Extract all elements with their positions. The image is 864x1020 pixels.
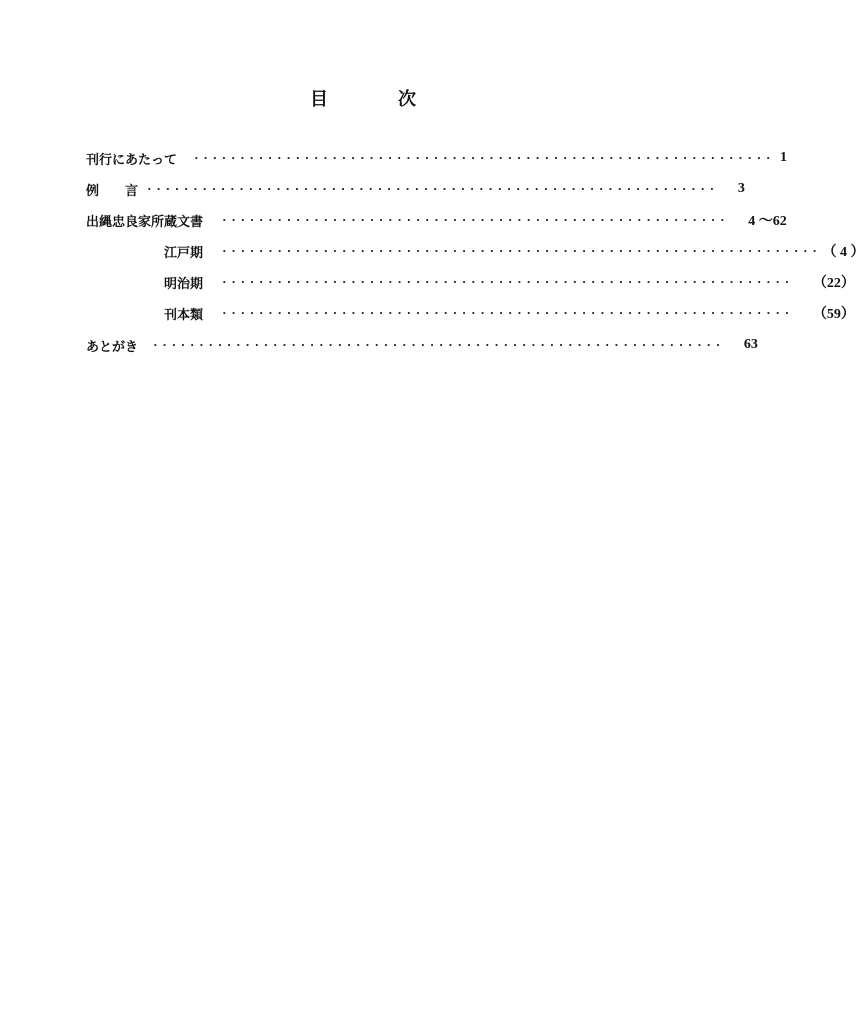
page-title <box>0 85 720 115</box>
toc-leader-dots: ······························································ <box>152 338 724 352</box>
toc-entry-label: 刊本類 <box>164 307 204 323</box>
toc-entry-label: あとがき <box>86 339 139 355</box>
toc-entry-page: （22） <box>812 276 855 291</box>
toc-subentry-kanpon <box>164 302 855 324</box>
toc-entry-monjo <box>86 209 787 231</box>
toc-entry-kanko <box>86 147 788 169</box>
title-char-1: 目 <box>310 89 328 110</box>
toc-entry-label: 明治期 <box>164 276 204 292</box>
toc-entry-label: 江戸期 <box>164 245 204 261</box>
toc-leader-dots: ······················································· <box>221 213 729 227</box>
toc-subentry-meiji <box>164 271 855 293</box>
toc-entry-page: 4 ～62 <box>748 214 787 229</box>
toc-leader-dots: ······························································ <box>146 182 718 196</box>
toc-entry-label: 刊行にあたって <box>86 152 178 168</box>
toc-leader-dots: ······························································ <box>221 275 793 289</box>
toc-entry-page: （59） <box>812 307 855 322</box>
toc-entry-page: （ 4 ） <box>822 245 864 260</box>
toc-entry-page: 1 <box>780 150 788 165</box>
toc-leader-dots: ······························································ <box>221 306 793 320</box>
toc-entry-reigen <box>86 178 745 200</box>
toc-entry-atogaki <box>86 334 758 356</box>
toc-entry-page: 3 <box>737 181 745 196</box>
toc-entry-label: 例 言 <box>86 183 139 199</box>
toc-entry-page: 63 <box>743 337 758 352</box>
toc-subentry-edo <box>164 240 864 262</box>
toc-leader-dots: ······························································· <box>193 151 775 165</box>
title-char-2: 次 <box>398 89 416 110</box>
toc-leader-dots: ································································· <box>221 244 821 258</box>
toc-entry-label: 出縄忠良家所蔵文書 <box>86 214 204 230</box>
